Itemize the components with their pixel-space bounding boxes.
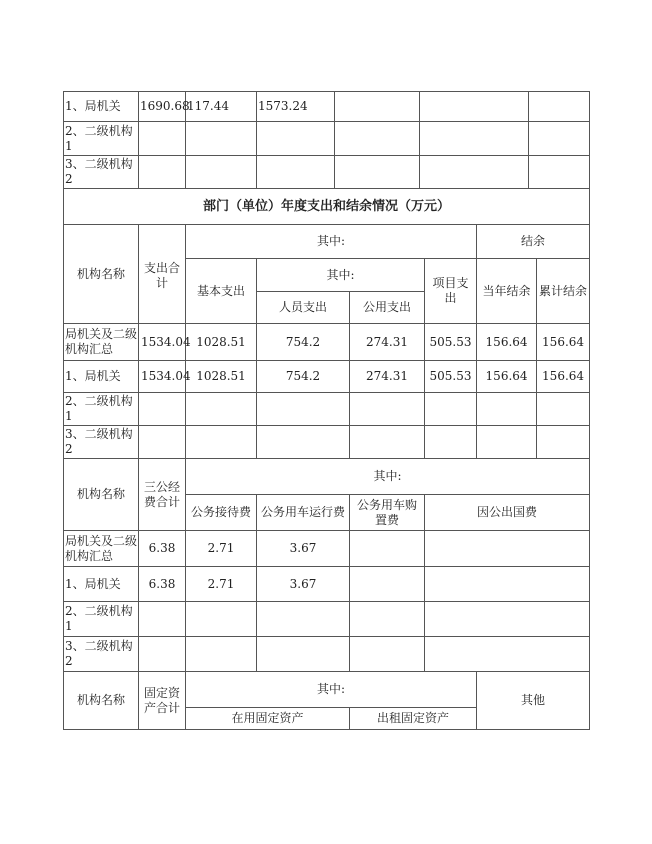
table-row: [64, 602, 590, 637]
cell: 505.53: [425, 361, 477, 393]
header-name: 机构名称: [64, 459, 139, 531]
header-cum-balance: 累计结余: [537, 259, 590, 324]
cell: [425, 426, 477, 459]
cell: [257, 393, 350, 426]
header-in-use: 在用固定资产: [186, 708, 350, 730]
header-balance: 结余: [477, 225, 590, 259]
row-name: 局机关及二级机构汇总: [64, 531, 139, 567]
cell: 1028.51: [186, 324, 257, 361]
cell: [335, 92, 420, 122]
table-row: [64, 426, 590, 459]
cell: 505.53: [425, 324, 477, 361]
cell: 274.31: [350, 324, 425, 361]
cell: [139, 602, 186, 637]
cell: 156.64: [537, 324, 590, 361]
header-reception: 公务接待费: [186, 495, 257, 531]
cell: [350, 602, 425, 637]
income-table: [63, 91, 590, 225]
cell: 1690.68: [139, 92, 186, 122]
cell: [257, 426, 350, 459]
cell: 274.31: [350, 361, 425, 393]
cell: [529, 122, 590, 156]
cell: [350, 531, 425, 567]
cell: [186, 637, 257, 672]
row-name: 1、局机关: [64, 92, 139, 122]
row-name: 2、二级机构1: [64, 122, 139, 156]
row-name: 3、二级机构2: [64, 156, 139, 189]
cell: 754.2: [257, 361, 350, 393]
header-name: 机构名称: [64, 672, 139, 730]
cell: [186, 602, 257, 637]
cell: [420, 156, 529, 189]
cell: [537, 426, 590, 459]
cell: [529, 92, 590, 122]
header-of-which: 其中:: [186, 225, 477, 259]
header-name: 机构名称: [64, 225, 139, 324]
cell: 117.44: [186, 92, 257, 122]
header-year-balance: 当年结余: [477, 259, 537, 324]
header-public: 公用支出: [350, 292, 425, 324]
expenditure-table: [63, 224, 590, 459]
table-row: [64, 92, 590, 122]
cell: [350, 637, 425, 672]
cell: 3.67: [257, 531, 350, 567]
cell: [257, 637, 350, 672]
header-total: 支出合计: [139, 225, 186, 324]
header-other: 其他: [477, 672, 590, 730]
fixed-assets-table: [63, 671, 590, 730]
cell: 156.64: [477, 324, 537, 361]
table-row: [64, 361, 590, 393]
cell: [537, 393, 590, 426]
cell: [139, 156, 186, 189]
cell: [139, 122, 186, 156]
header-of-which: 其中:: [186, 459, 590, 495]
cell: 6.38: [139, 531, 186, 567]
header-rented: 出租固定资产: [350, 708, 477, 730]
table-row: [64, 156, 590, 189]
header-total: 固定资产合计: [139, 672, 186, 730]
header-total: 三公经费合计: [139, 459, 186, 531]
header-of-which: 其中:: [186, 672, 477, 708]
cell: 1534.04: [139, 361, 186, 393]
cell: 6.38: [139, 567, 186, 602]
header-car-run: 公务用车运行费: [257, 495, 350, 531]
table-row: [64, 122, 590, 156]
cell: [186, 426, 257, 459]
cell: [425, 531, 590, 567]
cell: [186, 122, 257, 156]
three-public-table: [63, 458, 590, 672]
cell: [186, 156, 257, 189]
cell: [420, 122, 529, 156]
header-project: 项目支出: [425, 259, 477, 324]
cell: 156.64: [537, 361, 590, 393]
cell: [350, 393, 425, 426]
table-row: [64, 393, 590, 426]
cell: [335, 156, 420, 189]
header-car-buy: 公务用车购置费: [350, 495, 425, 531]
cell: [425, 567, 590, 602]
cell: [257, 122, 335, 156]
cell: [139, 637, 186, 672]
cell: [257, 602, 350, 637]
header-basic: 基本支出: [186, 259, 257, 324]
cell: [477, 426, 537, 459]
cell: [139, 393, 186, 426]
section-title: 部门（单位）年度支出和结余情况（万元）: [64, 189, 590, 225]
cell: [425, 602, 590, 637]
row-name: 2、二级机构1: [64, 602, 139, 637]
cell: 2.71: [186, 567, 257, 602]
table-row: [64, 567, 590, 602]
row-name: 局机关及二级机构汇总: [64, 324, 139, 361]
cell: 1534.04: [139, 324, 186, 361]
row-name: 1、局机关: [64, 567, 139, 602]
cell: [420, 92, 529, 122]
cell: [529, 156, 590, 189]
cell: [335, 122, 420, 156]
cell: 1028.51: [186, 361, 257, 393]
cell: 754.2: [257, 324, 350, 361]
cell: 3.67: [257, 567, 350, 602]
cell: [139, 426, 186, 459]
cell: 156.64: [477, 361, 537, 393]
table-row: [64, 637, 590, 672]
cell: [477, 393, 537, 426]
row-name: 2、二级机构1: [64, 393, 139, 426]
cell: [350, 567, 425, 602]
cell: [257, 156, 335, 189]
header-of-which-2: 其中:: [257, 259, 425, 292]
row-name: 1、局机关: [64, 361, 139, 393]
header-abroad: 因公出国费: [425, 495, 590, 531]
header-personnel: 人员支出: [257, 292, 350, 324]
table-row: [64, 324, 590, 361]
row-name: 3、二级机构2: [64, 426, 139, 459]
cell: 2.71: [186, 531, 257, 567]
cell: 1573.24: [257, 92, 335, 122]
cell: [350, 426, 425, 459]
cell: [425, 393, 477, 426]
cell: [186, 393, 257, 426]
row-name: 3、二级机构2: [64, 637, 139, 672]
cell: [425, 637, 590, 672]
table-row: [64, 531, 590, 567]
